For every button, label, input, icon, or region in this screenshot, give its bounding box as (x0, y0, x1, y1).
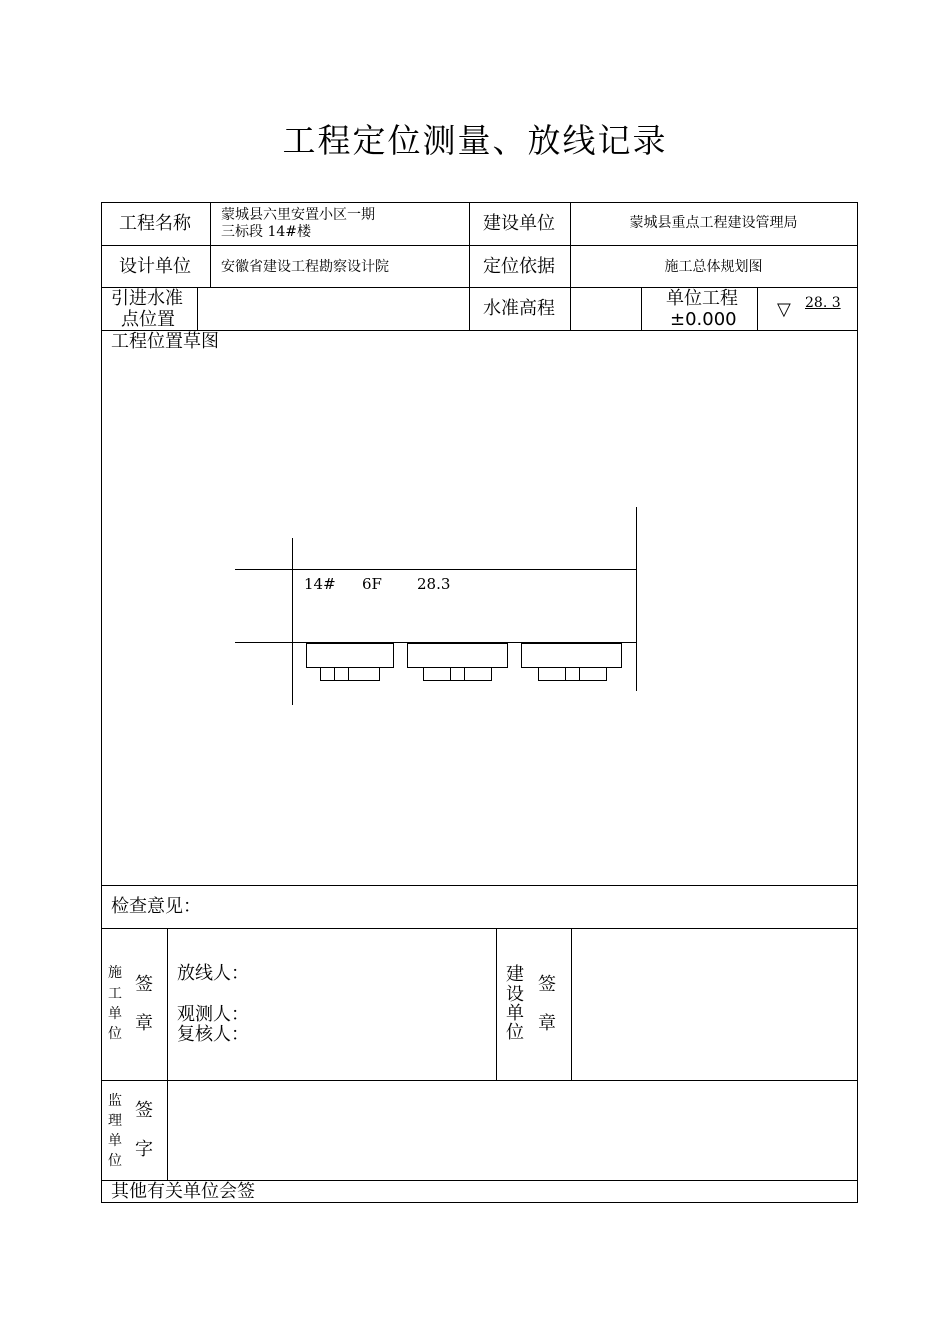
ref-point-label-2: 点位置 (121, 309, 175, 330)
unit-label-2: ±0.000 (670, 309, 737, 330)
sketch-label: 工程位置草图 (111, 331, 219, 352)
other-units-label: 其他有关单位会签 (111, 1181, 255, 1202)
level-label: 水准高程 (483, 298, 555, 319)
ref-point-label-1: 引进水准 (111, 288, 183, 309)
project-name-label: 工程名称 (119, 213, 191, 234)
sketch-building-number: 14# (304, 575, 336, 593)
supervision-signature-area[interactable] (168, 1081, 857, 1180)
inspection-label: 检查意见： (111, 896, 201, 917)
basis-label: 定位依据 (483, 256, 555, 277)
page-title: 工程定位测量、放线记录 (282, 121, 668, 160)
project-name-line1: 蒙城县六里安置小区一期 (221, 207, 375, 223)
sketch-elevation: 28.3 (417, 575, 451, 593)
layout-person-field[interactable]: 放线人： (177, 963, 249, 984)
elevation-value: 28. 3 (805, 295, 841, 311)
builder-label: 建设单位 (483, 213, 555, 234)
sketch-floors: 6F (362, 575, 382, 593)
designer-label: 设计单位 (119, 256, 191, 277)
builder-value: 蒙城县重点工程建设管理局 (629, 215, 798, 231)
basis-value: 施工总体规划图 (664, 259, 763, 275)
triangle-icon: ▽ (777, 299, 791, 320)
unit-label-1: 单位工程 (666, 288, 738, 309)
project-name-line2: 三标段 14#楼 (221, 224, 311, 240)
observer-field[interactable]: 观测人： (177, 1004, 249, 1025)
building-signature-area[interactable] (572, 929, 857, 1080)
reviewer-field[interactable]: 复核人： (177, 1024, 249, 1045)
designer-value: 安徽省建设工程勘察设计院 (221, 259, 389, 275)
